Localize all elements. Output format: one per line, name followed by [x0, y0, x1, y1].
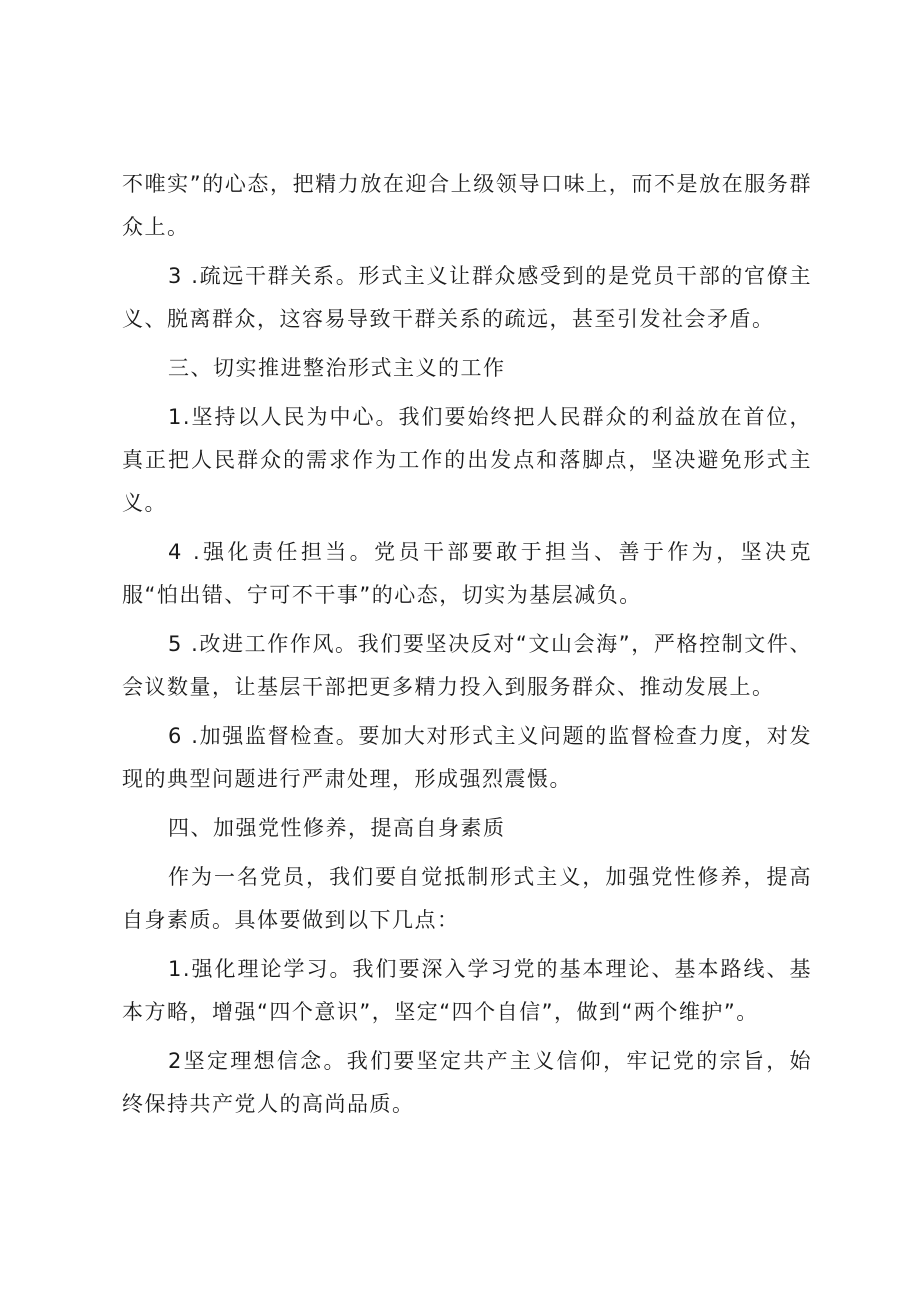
paragraph-continuation: 不唯实”的心态，把精力放在迎合上级领导口味上，而不是放在服务群众上。 [122, 172, 812, 239]
section-heading-4: 四、加强党性修养，提高自身素质 [168, 816, 506, 840]
paragraph-theory-study: 1.强化理论学习。我们要深入学习党的基本理论、基本路线、基本方略，增强“四个意识”，坚定“四个自信”，做到“两个维护”。 [122, 957, 812, 1024]
paragraph-item-6: 6 .加强监督检查。要加大对形式主义问题的监督检查力度，对发现的典型问题进行严肃处理，形成强烈震慑。 [122, 724, 812, 791]
paragraph-item-3: 3 .疏远干群关系。形式主义让群众感受到的是党员干部的官僚主义、脱离群众，这容易导致干群关系的疏远，甚至引发社会矛盾。 [122, 264, 812, 331]
paragraph-intro: 作为一名党员，我们要自觉抵制形式主义，加强党性修养，提高自身素质。具体要做到以下几点： [122, 865, 812, 932]
paragraph-item-4: 4 .强化责任担当。党员干部要敢于担当、善于作为，坚决克服“怕出错、宁可不干事”的心态，切实为基层减负。 [122, 540, 812, 607]
paragraph-ideals-belief: 2坚定理想信念。我们要坚定共产主义信仰，牢记党的宗旨，始终保持共产党人的高尚品质。 [122, 1049, 812, 1116]
document-body [122, 163, 812, 1132]
paragraph-item-1: 1.坚持以人民为中心。我们要始终把人民群众的利益放在首位，真正把人民群众的需求作为工作的出发点和落脚点，坚决避免形式主义。 [122, 405, 812, 515]
paragraph-item-5: 5 .改进工作作风。我们要坚决反对“文山会海”，严格控制文件、会议数量，让基层干部把更多精力投入到服务群众、推动发展上。 [122, 632, 812, 699]
section-heading-3: 三、切实推进整治形式主义的工作 [168, 356, 506, 380]
